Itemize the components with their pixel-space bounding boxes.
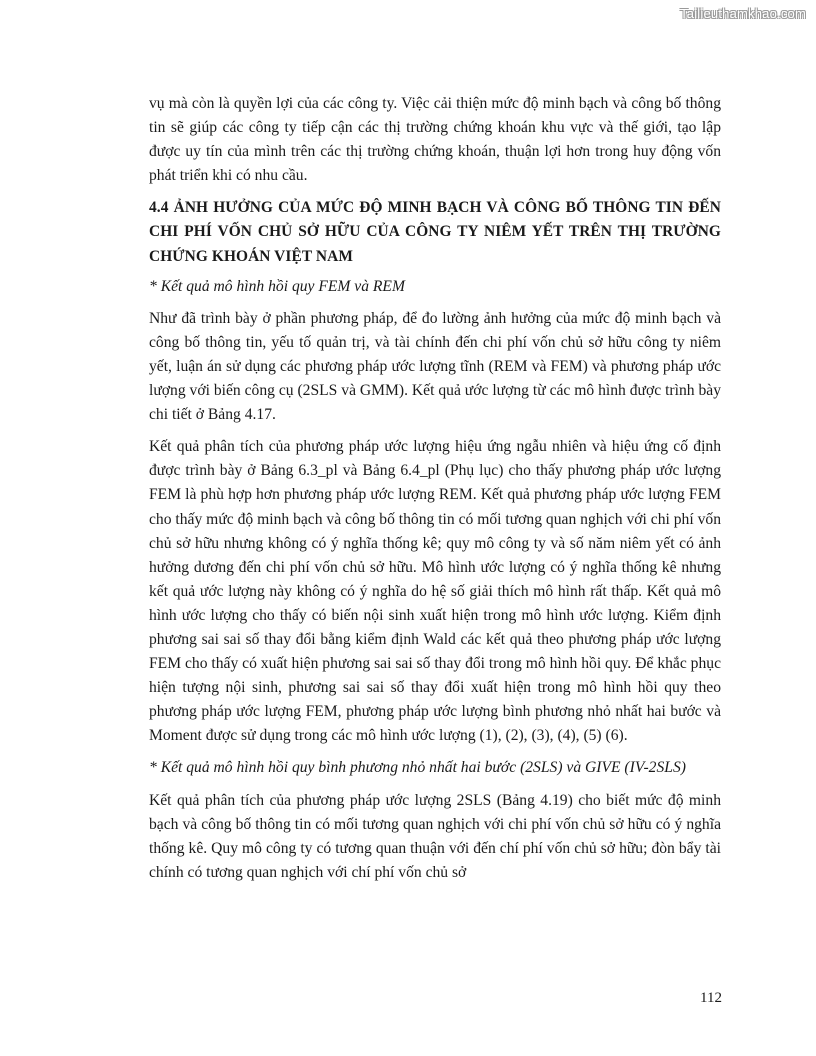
watermark-text: Tailieuthamkhao.com [680,6,806,21]
paragraph-2sls-results: Kết quả phân tích của phương pháp ước lượng 2SLS (Bảng 4.19) cho biết mức độ minh bạch và công bố thông tin có mối tương quan nghịch với chi phí vốn chủ sở hữu có ý nghĩa thống kê. Quy mô công ty có tương quan thuận với đến chí phí vốn chủ sở hữu; đòn bẩy tài chính có tương quan nghịch với chí phí vốn chủ sở [149,791,721,881]
paragraph-intro: vụ mà còn là quyền lợi của các công ty. Việc cải thiện mức độ minh bạch và công bố thông tin sẽ giúp các công ty tiếp cận các thị trường chứng khoán khu vực và thế giới, tạo lập được uy tín của mình trên các thị trường chứng khoán, thuận lợi hơn trong huy động vốn phát triển khi có nhu cầu. [149,95,721,185]
page-number: 112 [700,990,722,1006]
paragraph-method: Như đã trình bày ở phần phương pháp, để đo lường ảnh hưởng của mức độ minh bạch và công bố thông tin, yếu tố quản trị, và tài chính đến chi phí vốn chủ sở hữu công ty niêm yết, luận án sử dụng các phương pháp ước lượng tĩnh (REM và FEM) và phương pháp ước lượng với biến công cụ (2SLS và GMM). Kết quả ước lượng từ các mô hình được trình bày chi tiết ở Bảng 4.17. [149,309,721,424]
subheading-2sls: * Kết quả mô hình hồi quy bình phương nhỏ nhất hai bước (2SLS) và GIVE (IV-2SLS) [149,759,686,777]
section-heading: 4.4 ẢNH HƯỞNG CỦA MỨC ĐỘ MINH BẠCH VÀ CÔNG BỐ THÔNG TIN ĐẾN CHI PHÍ VỐN CHỦ SỞ HỮU CỦA CÔNG TY NIÊM YẾT TRÊN THỊ TRƯỜNG CHỨNG KHOÁN VIỆT NAM [149,199,721,265]
paragraph-fem-results: Kết quả phân tích của phương pháp ước lượng hiệu ứng ngẫu nhiên và hiệu ứng cố định được trình bày ở Bảng 6.3_pl và Bảng 6.4_pl (Phụ lục) cho thấy phương pháp ước lượng FEM là phù hợp hơn phương pháp ước lượng REM. Kết quả phương pháp ước lượng FEM cho thấy mức độ minh bạch và công bố thông tin có mối tương quan nghịch với chi phí vốn chủ sở hữu nhưng không có ý nghĩa thống kê; quy mô công ty và số năm niêm yết có ảnh hưởng dương đến chi phí vốn chủ sở hữu. Mô hình ước lượng có ý nghĩa thống kê nhưng kết quả ước lượng này không có ý nghĩa do hệ số giải thích mô hình rất thấp. Kết quả mô hình ước lượng cho thấy có biến nội sinh xuất hiện trong mô hình ước lượng. Kiểm định phương sai sai số thay đổi bằng kiểm định Wald các kết quả theo phương pháp ước lượng FEM cho thấy có xuất hiện phương sai sai số thay đổi trong mô hình hồi quy. Để khắc phục hiện tượng nội sinh, phương sai sai số thay đổi xuất hiện trong mô hình hồi quy theo phương pháp ước lượng FEM, phương pháp ước lượng bình phương nhỏ nhất hai bước và Moment được sử dụng trong các mô hình ước lượng (1), (2), (3), (4), (5) (6). [149,438,721,745]
subheading-fem-rem: * Kết quả mô hình hồi quy FEM và REM [149,277,405,295]
document-body [149,92,721,893]
